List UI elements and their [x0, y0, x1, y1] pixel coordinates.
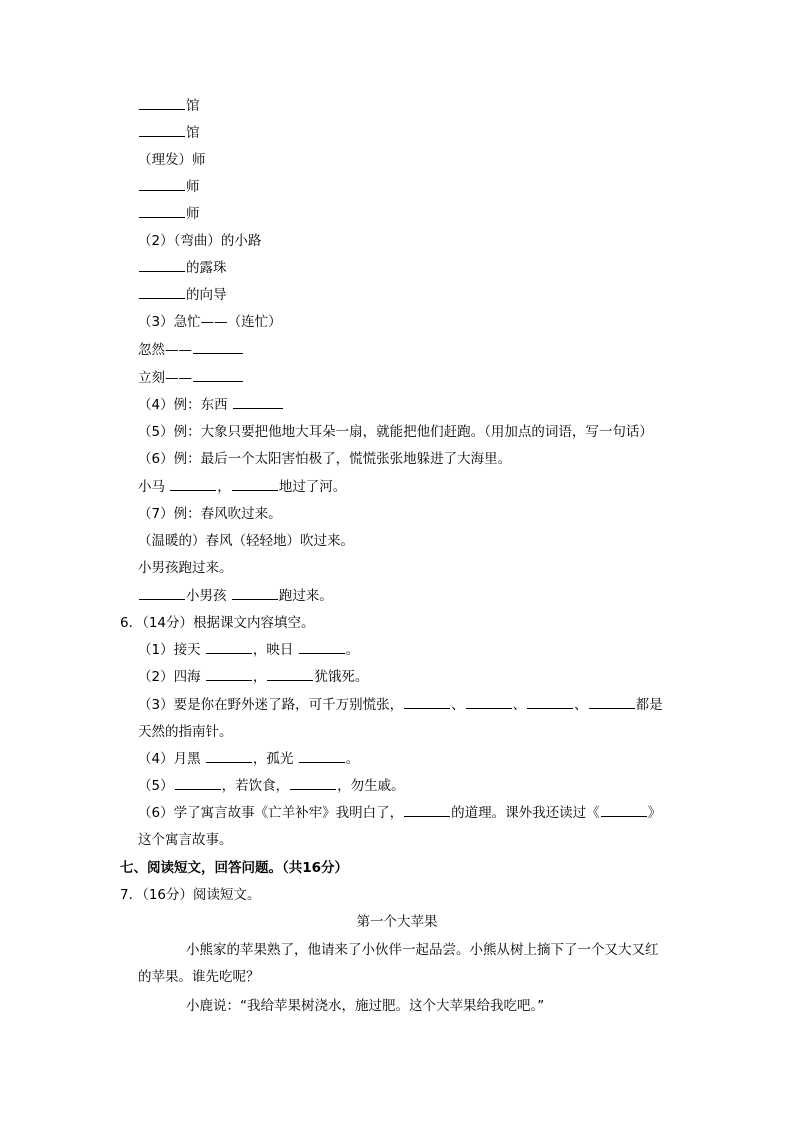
blank[interactable] — [139, 285, 185, 299]
answer-line-guan-1: 馆 — [138, 96, 200, 116]
fill-2: （2）四海 ， 犹饿死。 — [138, 669, 369, 685]
blank[interactable] — [404, 803, 450, 817]
blank[interactable] — [299, 640, 345, 654]
blank[interactable] — [601, 803, 647, 817]
fill-6-cont: 这个寓言故事。 — [138, 832, 233, 848]
answer-line-shi-2: 师 — [138, 204, 200, 224]
blank[interactable] — [232, 477, 278, 491]
blank[interactable] — [170, 477, 216, 491]
answer-line-luzhu: 的露珠 — [138, 258, 227, 278]
subquestion-4: （4）例：东西 — [138, 395, 284, 415]
fill-3-cont: 天然的指南针。 — [138, 724, 233, 740]
blank[interactable] — [589, 695, 635, 709]
blank[interactable] — [404, 695, 450, 709]
article-paragraph-2: 小鹿说：“我给苹果树浇水，施过肥。这个大苹果给我吃吧。” — [186, 998, 545, 1014]
answer-line-shi-1: 师 — [138, 177, 200, 197]
fill-3: （3）要是你在野外迷了路，可千万别慌张， 、 、 、 都是 — [138, 697, 663, 713]
blank[interactable] — [139, 123, 185, 137]
answer-line-guan-2: 馆 — [138, 123, 200, 143]
example-lifa-shi: （理发）师 — [138, 152, 206, 168]
prompt-nanhai: 小男孩跑过来。 — [138, 560, 233, 576]
blank[interactable] — [139, 96, 185, 110]
blank[interactable] — [290, 776, 336, 790]
blank[interactable] — [193, 368, 243, 382]
fill-6: （6）学了寓言故事《亡羊补牢》我明白了， 的道理。课外我还读过《 》 — [138, 805, 662, 821]
blank[interactable] — [175, 776, 221, 790]
fill-1: （1）接天 ，映日 。 — [138, 642, 360, 658]
subquestion-5: （5）例：大象只要把他地大耳朵一扇，就能把他们赶跑。（用加点的词语，写一句话） — [138, 424, 653, 440]
answer-line-nanhai: 小男孩 跑过来。 — [138, 586, 333, 606]
answer-line-huran: 忽然—— — [138, 340, 244, 360]
blank[interactable] — [206, 749, 252, 763]
example-q7: （温暖的）春风（轻轻地）吹过来。 — [138, 533, 354, 549]
blank[interactable] — [206, 667, 252, 681]
blank[interactable] — [232, 586, 278, 600]
subquestion-7: （7）例：春风吹过来。 — [138, 506, 282, 522]
article-title: 第一个大苹果 — [356, 914, 438, 930]
blank[interactable] — [193, 340, 243, 354]
subquestion-3: （3）急忙——（连忙） — [138, 314, 282, 330]
blank[interactable] — [206, 640, 252, 654]
blank[interactable] — [527, 695, 573, 709]
question-7-heading: 7．（16分）阅读短文。 — [120, 887, 261, 903]
blank[interactable] — [233, 395, 283, 409]
blank[interactable] — [466, 695, 512, 709]
question-6-heading: 6．（14分）根据课文内容填空。 — [120, 615, 315, 631]
answer-line-xiangdao: 的向导 — [138, 285, 227, 305]
article-paragraph-1-cont: 的苹果。谁先吃呢？ — [138, 969, 260, 985]
answer-line-xiaoma: 小马 ， 地过了河。 — [138, 479, 347, 495]
section-7-heading: 七、阅读短文，回答问题。（共16分） — [120, 860, 349, 876]
blank[interactable] — [299, 749, 345, 763]
blank[interactable] — [139, 177, 185, 191]
blank[interactable] — [139, 204, 185, 218]
blank[interactable] — [139, 258, 185, 272]
article-paragraph-1: 小熊家的苹果熟了，他请来了小伙伴一起品尝。小熊从树上摘下了一个又大又红 — [186, 942, 659, 958]
subquestion-2: （2）（弯曲）的小路 — [138, 233, 262, 249]
fill-4: （4）月黑 ，孤光 。 — [138, 751, 360, 767]
blank[interactable] — [139, 586, 185, 600]
subquestion-6: （6）例：最后一个太阳害怕极了，慌慌张张地躲进了大海里。 — [138, 451, 512, 467]
blank[interactable] — [267, 667, 313, 681]
answer-line-like: 立刻—— — [138, 368, 244, 388]
fill-5: （5） ，若饮食， ，勿生戚。 — [138, 778, 405, 794]
